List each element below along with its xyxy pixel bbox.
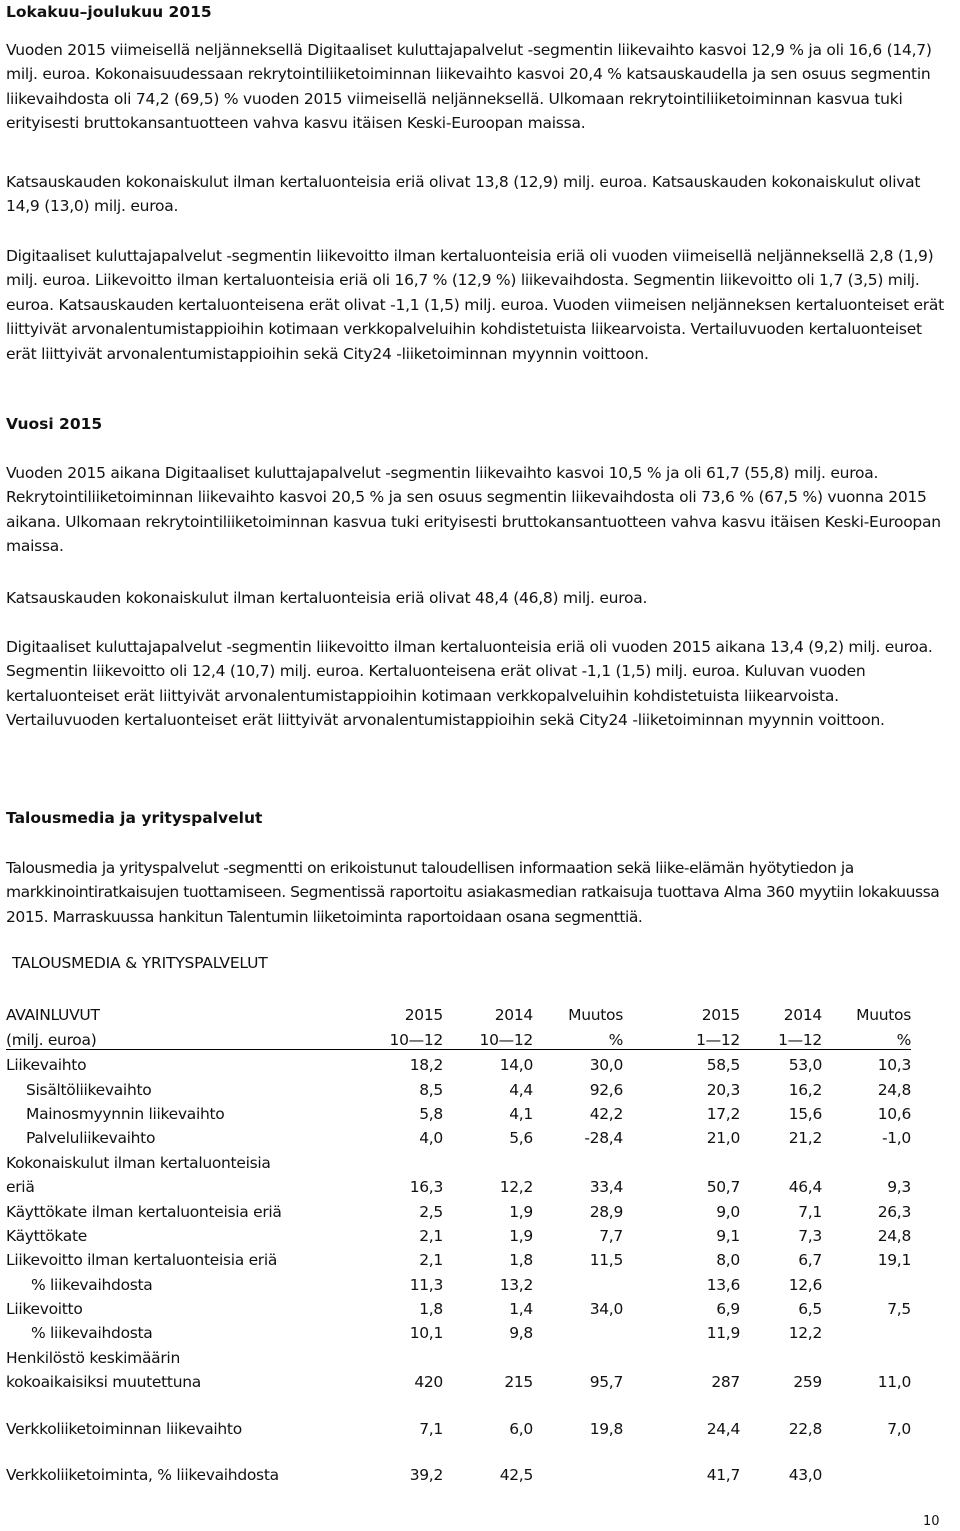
row-label: Sisältöliikevaihto <box>26 1080 152 1099</box>
table-row <box>6 1123 911 1147</box>
value-cell: 4,0 <box>419 1129 443 1148</box>
value-cell: 7,7 <box>599 1226 623 1245</box>
value-cell: 6,0 <box>509 1419 533 1438</box>
paragraph: Vuoden 2015 viimeisellä neljänneksellä Digitaaliset kuluttajapalvelut -segmentin liikevaihto kasvoi 12,9 % ja oli 16,6 (14,7) milj. euroa. Kokonaisuudessaan rekrytointiliiketoiminnan liikevaihto kasvoi 20,4 % katsauskaudella ja sen osuus segmentin liikevaihdosta oli 74,2 (69,5) % vuoden 2015 viimeisellä neljänneksellä. Ulkomaan rekrytointiliiketoiminnan kasvua tuki erityisesti bruttokansantuotteen vahva kasvu itäisen Keski-Euroopan maissa. <box>6 41 932 133</box>
value-cell: 11,3 <box>409 1275 443 1294</box>
row-label: % liikevaihdosta <box>31 1324 153 1343</box>
row-label: Käyttökate ilman kertaluonteisia eriä <box>6 1202 282 1221</box>
value-cell: 24,8 <box>877 1080 911 1099</box>
value-cell: 24,8 <box>877 1226 911 1245</box>
row-label: Kokonaiskulut ilman kertaluonteisia <box>6 1153 271 1172</box>
value-cell: 13,6 <box>706 1275 740 1294</box>
value-cell: 42,5 <box>499 1466 533 1485</box>
value-cell: 5,6 <box>509 1129 533 1148</box>
table-row <box>6 1294 911 1318</box>
value-cell: 9,1 <box>716 1226 740 1245</box>
value-cell: 8,5 <box>419 1080 443 1099</box>
value-cell: 11,9 <box>706 1324 740 1343</box>
value-cell: 259 <box>793 1373 822 1392</box>
value-cell: 8,0 <box>716 1251 740 1270</box>
header-cell: % <box>533 1024 623 1049</box>
paragraph: Katsauskauden kokonaiskulut ilman kertaluonteisia eriä olivat 13,8 (12,9) milj. euroa. Katsauskauden kokonaiskulut olivat 14,9 (13,0) milj. euroa. <box>6 173 921 216</box>
value-cell: 28,9 <box>589 1202 623 1221</box>
value-cell: 287 <box>711 1373 740 1392</box>
value-cell: 10,3 <box>877 1056 911 1075</box>
table-header-row <box>6 1024 911 1049</box>
value-cell: 30,0 <box>589 1056 623 1075</box>
table-row <box>6 1049 911 1074</box>
row-label: Palveluliikevaihto <box>26 1129 156 1148</box>
value-cell: 6,5 <box>798 1300 822 1319</box>
value-cell: 7,1 <box>419 1419 443 1438</box>
table-row <box>6 1245 911 1269</box>
value-cell: 7,3 <box>798 1226 822 1245</box>
table-row <box>6 1172 911 1196</box>
value-cell: 1,4 <box>509 1300 533 1319</box>
value-cell: 19,8 <box>589 1419 623 1438</box>
row-label: Verkkoliiketoiminta, % liikevaihdosta <box>6 1466 279 1485</box>
value-cell: 46,4 <box>788 1178 822 1197</box>
value-cell: 11,5 <box>589 1251 623 1270</box>
value-cell: 95,7 <box>589 1373 623 1392</box>
header-cell: (milj. euroa) <box>6 1024 351 1049</box>
value-cell: -28,4 <box>584 1129 623 1148</box>
value-cell: -1,0 <box>881 1129 911 1148</box>
row-label: Verkkoliiketoiminnan liikevaihto <box>6 1419 242 1438</box>
value-cell: 2,1 <box>419 1251 443 1270</box>
value-cell: 19,1 <box>877 1251 911 1270</box>
value-cell: 4,4 <box>509 1080 533 1099</box>
value-cell: 5,8 <box>419 1104 443 1123</box>
header-cell: 10—12 <box>443 1024 533 1049</box>
value-cell: 33,4 <box>589 1178 623 1197</box>
section-heading-talous: Talousmedia ja yrityspalvelut <box>6 809 263 827</box>
value-cell: 12,2 <box>788 1324 822 1343</box>
value-cell: 16,2 <box>788 1080 822 1099</box>
header-cell: Muutos <box>568 1006 623 1025</box>
row-label: kokoaikaisiksi muutettuna <box>6 1373 201 1392</box>
value-cell: 20,3 <box>706 1080 740 1099</box>
row-label: eriä <box>6 1178 35 1197</box>
header-cell: 2014 <box>783 1006 822 1025</box>
header-cell: Muutos <box>856 1006 911 1025</box>
value-cell: 6,9 <box>716 1300 740 1319</box>
value-cell: 2,1 <box>419 1226 443 1245</box>
value-cell: 26,3 <box>877 1202 911 1221</box>
value-cell: 18,2 <box>409 1056 443 1075</box>
value-cell: 13,2 <box>499 1275 533 1294</box>
value-cell: 9,3 <box>887 1178 911 1197</box>
value-cell: 12,2 <box>499 1178 533 1197</box>
paragraph: Talousmedia ja yrityspalvelut -segmentti on erikoistunut taloudellisen informaation sekä liike-elämän hyötytiedon ja markkinointiratkaisujen tuottamiseen. Segmentissä raportoitu asiakasmedian ratkaisuja tuottava Alma 360 myytiin lokakuussa 2015. Marraskuussa hankitun Talentumin liiketoiminta raportoidaan osana segmenttiä. <box>6 859 940 926</box>
value-cell: 7,0 <box>887 1419 911 1438</box>
header-cell: 2015 <box>404 1006 443 1025</box>
value-cell: 1,9 <box>509 1226 533 1245</box>
table-row <box>6 1318 911 1342</box>
table-row <box>6 1196 911 1220</box>
table-row <box>6 1460 911 1484</box>
value-cell: 21,2 <box>788 1129 822 1148</box>
value-cell: 1,8 <box>419 1300 443 1319</box>
value-cell: 34,0 <box>589 1300 623 1319</box>
paragraph: Vuoden 2015 aikana Digitaaliset kuluttajapalvelut -segmentin liikevaihto kasvoi 10,5 % ja oli 61,7 (55,8) milj. euroa. Rekrytointiliiketoiminnan liikevaihto kasvoi 20,5 % ja sen osuus segmentin liikevaihdosta oli 73,6 % (67,5 %) vuonna 2015 aikana. Ulkomaan rekrytointiliiketoiminnan kasvua tuki erityisesti bruttokansantuotteen vahva kasvu itäisen Keski-Euroopan maissa. <box>6 464 941 556</box>
header-cell: 1—12 <box>740 1024 822 1049</box>
header-cell: 2014 <box>494 1006 533 1025</box>
table-header-row <box>6 1000 911 1024</box>
paragraph: Digitaaliset kuluttajapalvelut -segmentin liikevoitto ilman kertaluonteisia eriä oli vuoden 2015 aikana 13,4 (9,2) milj. euroa. Segmentin liikevoitto oli 12,4 (10,7) milj. euroa. Kertaluonteisena erät olivat -1,1 (1,5) milj. euroa. Kuluvan vuoden kertaluonteiset erät liittyivät arvonalentumistappioihin kotimaan verkkopalveluihin kohdistetuista liikearvoista. Vertailuvuoden kertaluonteiset erät liittyivät arvonalentumistappioihin sekä City24 -liiketoiminnan myynnin voittoon. <box>6 638 933 730</box>
section-heading-year: Vuosi 2015 <box>6 415 103 433</box>
table-row <box>6 1367 911 1391</box>
value-cell: 24,4 <box>706 1419 740 1438</box>
value-cell: 420 <box>414 1373 443 1392</box>
header-cell: 1—12 <box>623 1024 740 1049</box>
value-cell: 10,1 <box>409 1324 443 1343</box>
paragraph: Digitaaliset kuluttajapalvelut -segmentin liikevoitto ilman kertaluonteisia eriä oli vuoden viimeisellä neljänneksellä 2,8 (1,9) milj. euroa. Liikevoitto ilman kertaluonteisia eriä oli 16,7 % (12,9 %) liikevaihdosta. Segmentin liikevoitto oli 1,7 (3,5) milj. euroa. Katsauskauden kertaluonteisena erät olivat -1,1 (1,5) milj. euroa. Vuoden viimeisen neljänneksen kertaluonteiset erät liittyivät arvonalentumistappioihin kotimaan verkkopalveluihin kohdistetuista liikearvoista. Vertailuvuoden kertaluonteiset erät liittyivät arvonalentumistappioihin sekä City24 -liiketoiminnan myynnin voittoon. <box>6 247 944 363</box>
value-cell: 41,7 <box>706 1466 740 1485</box>
value-cell: 53,0 <box>788 1056 822 1075</box>
value-cell: 10,6 <box>877 1104 911 1123</box>
value-cell: 43,0 <box>788 1466 822 1485</box>
row-label: % liikevaihdosta <box>31 1275 153 1294</box>
header-cell: % <box>822 1024 911 1049</box>
table-row <box>6 1147 911 1171</box>
table-row <box>6 1221 911 1245</box>
row-label: Liikevaihto <box>6 1056 87 1075</box>
value-cell: 50,7 <box>706 1178 740 1197</box>
value-cell: 9,0 <box>716 1202 740 1221</box>
value-cell: 215 <box>504 1373 533 1392</box>
value-cell: 22,8 <box>788 1419 822 1438</box>
value-cell: 4,1 <box>509 1104 533 1123</box>
paragraph: Katsauskauden kokonaiskulut ilman kertaluonteisia eriä olivat 48,4 (46,8) milj. euroa. <box>6 589 648 607</box>
value-cell: 39,2 <box>409 1466 443 1485</box>
value-cell: 21,0 <box>706 1129 740 1148</box>
row-label: Liikevoitto ilman kertaluonteisia eriä <box>6 1251 278 1270</box>
table-row <box>6 1413 911 1437</box>
value-cell: 17,2 <box>706 1104 740 1123</box>
row-label: Liikevoitto <box>6 1300 83 1319</box>
value-cell: 16,3 <box>409 1178 443 1197</box>
row-label: Käyttökate <box>6 1226 88 1245</box>
row-label: Henkilöstö keskimäärin <box>6 1348 180 1367</box>
header-cell: AVAINLUVUT <box>6 1006 100 1025</box>
table-title: TALOUSMEDIA & YRITYSPALVELUT <box>12 954 268 972</box>
value-cell: 1,8 <box>509 1251 533 1270</box>
table-row <box>6 1099 911 1123</box>
value-cell: 7,1 <box>798 1202 822 1221</box>
header-cell: 2015 <box>701 1006 740 1025</box>
row-label: Mainosmyynnin liikevaihto <box>26 1104 225 1123</box>
value-cell <box>822 1269 911 1293</box>
table-row <box>6 1074 911 1098</box>
value-cell: 15,6 <box>788 1104 822 1123</box>
value-cell: 42,2 <box>589 1104 623 1123</box>
value-cell <box>822 1318 911 1342</box>
table-row <box>6 1342 911 1366</box>
value-cell <box>822 1460 911 1484</box>
section-heading-q4: Lokakuu–joulukuu 2015 <box>6 3 212 21</box>
value-cell <box>533 1269 623 1293</box>
value-cell: 1,9 <box>509 1202 533 1221</box>
value-cell <box>533 1318 623 1342</box>
table-row <box>6 1269 911 1293</box>
value-cell: 9,8 <box>509 1324 533 1343</box>
key-figures-table <box>6 1000 911 1484</box>
page-number: 10 <box>923 1514 940 1529</box>
value-cell: 58,5 <box>706 1056 740 1075</box>
value-cell: 11,0 <box>877 1373 911 1392</box>
value-cell: 7,5 <box>887 1300 911 1319</box>
header-cell: 10—12 <box>351 1024 443 1049</box>
spacer-row <box>6 1438 911 1460</box>
value-cell: 12,6 <box>788 1275 822 1294</box>
value-cell <box>533 1460 623 1484</box>
value-cell: 2,5 <box>419 1202 443 1221</box>
spacer-row <box>6 1391 911 1413</box>
value-cell: 14,0 <box>499 1056 533 1075</box>
value-cell: 92,6 <box>589 1080 623 1099</box>
value-cell: 6,7 <box>798 1251 822 1270</box>
